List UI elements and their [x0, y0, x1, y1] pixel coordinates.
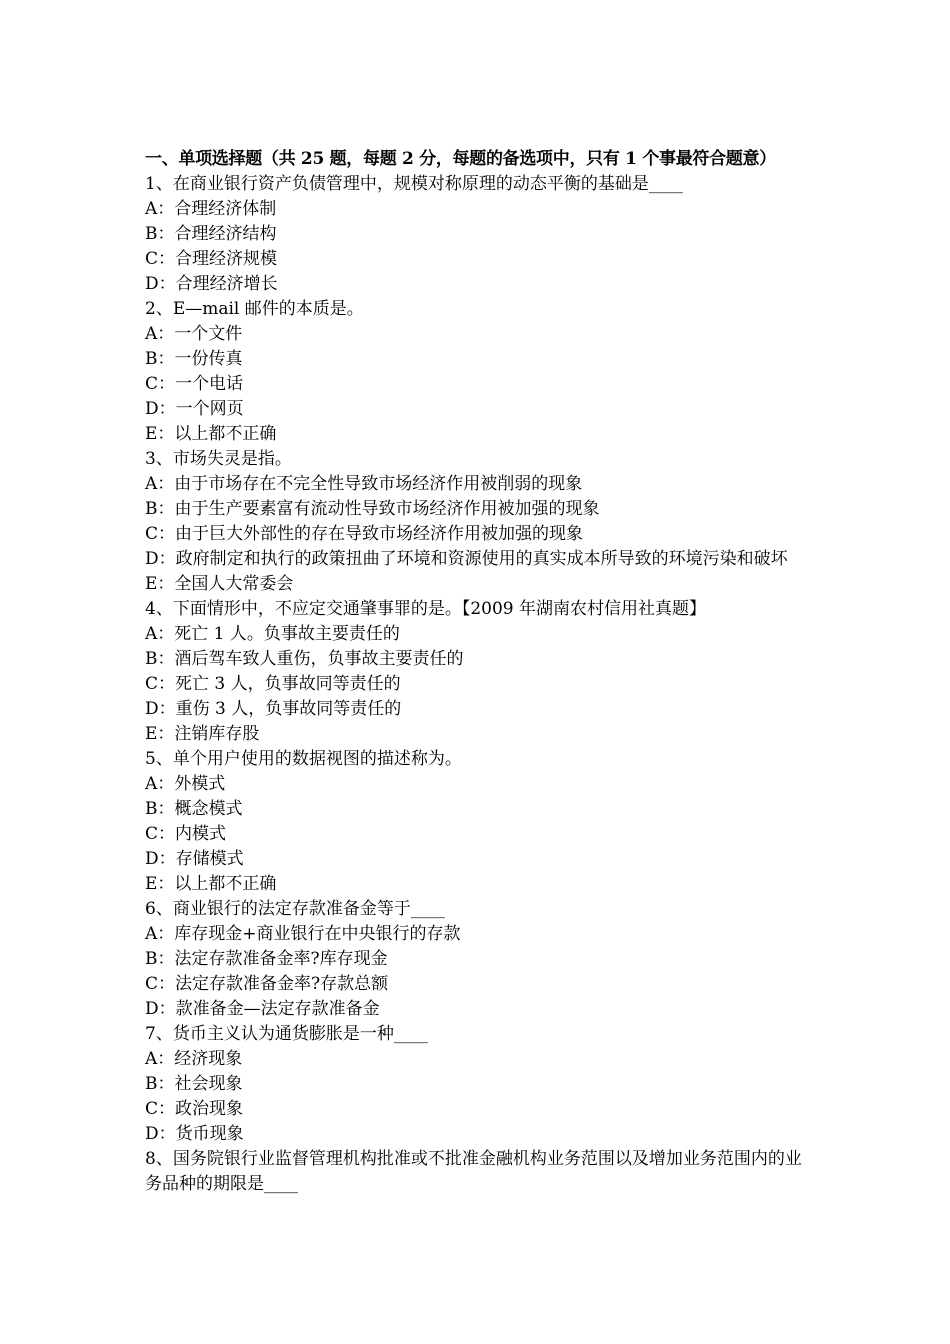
answer-option: E：以上都不正确	[145, 874, 277, 894]
question-text: 3、市场失灵是指。	[145, 449, 292, 469]
question-text: 4、下面情形中，不应定交通肇事罪的是。【2009 年湖南农村信用社真题】	[145, 599, 706, 619]
answer-option: B：酒后驾车致人重伤，负事故主要责任的	[145, 649, 464, 669]
answer-option: D：重伤 3 人，负事故同等责任的	[145, 699, 402, 719]
answer-option: B：概念模式	[145, 799, 243, 819]
answer-option: A：合理经济体制	[145, 199, 277, 219]
answer-option: C：内模式	[145, 824, 227, 844]
answer-option: C：政治现象	[145, 1099, 244, 1119]
answer-option: E：全国人大常委会	[145, 574, 294, 594]
question-text: 7、货币主义认为通货膨胀是一种____	[145, 1024, 428, 1044]
answer-option: A：经济现象	[145, 1049, 243, 1069]
answer-option: D：一个网页	[145, 399, 244, 419]
answer-option: A：死亡 1 人。负事故主要责任的	[145, 624, 400, 644]
answer-option: A：由于市场存在不完全性导致市场经济作用被削弱的现象	[145, 474, 583, 494]
question-text: 6、商业银行的法定存款准备金等于____	[145, 899, 445, 919]
answer-option: B：社会现象	[145, 1074, 243, 1094]
question-text: 5、单个用户使用的数据视图的描述称为。	[145, 749, 462, 769]
answer-option: C：法定存款准备金率?存款总额	[145, 974, 389, 994]
answer-option: D：款准备金—法定存款准备金	[145, 999, 380, 1019]
answer-option: D：合理经济增长	[145, 274, 278, 294]
section-title: 一、单项选择题（共 25 题，每题 2 分，每题的备选项中，只有 1 个事最符合题意）	[145, 149, 776, 169]
question-list	[145, 172, 815, 1197]
answer-option: B：法定存款准备金率?库存现金	[145, 949, 388, 969]
question-text: 2、E—mail 邮件的本质是。	[145, 299, 364, 319]
answer-option: E：以上都不正确	[145, 424, 277, 444]
answer-option: A：一个文件	[145, 324, 243, 344]
document-page	[145, 147, 815, 1197]
answer-option: D：存储模式	[145, 849, 244, 869]
answer-option: A：库存现金+商业银行在中央银行的存款	[145, 924, 461, 944]
answer-option: E：注销库存股	[145, 724, 260, 744]
answer-option: B：由于生产要素富有流动性导致市场经济作用被加强的现象	[145, 499, 600, 519]
answer-option: B：一份传真	[145, 349, 243, 369]
answer-option: C：合理经济规模	[145, 249, 278, 269]
answer-option: D：货币现象	[145, 1124, 244, 1144]
answer-option: C：由于巨大外部性的存在导致市场经济作用被加强的现象	[145, 524, 584, 544]
answer-option: B：合理经济结构	[145, 224, 277, 244]
answer-option: C：死亡 3 人，负事故同等责任的	[145, 674, 401, 694]
answer-option: A：外模式	[145, 774, 226, 794]
question-text: 1、在商业银行资产负债管理中，规模对称原理的动态平衡的基础是____	[145, 174, 683, 194]
answer-option: C：一个电话	[145, 374, 244, 394]
question-text: 8、国务院银行业监督管理机构批准或不批准金融机构业务范围以及增加业务范围内的业务品种的期限是____	[145, 1149, 802, 1194]
answer-option: D：政府制定和执行的政策扭曲了环境和资源使用的真实成本所导致的环境污染和破坏	[145, 549, 788, 569]
